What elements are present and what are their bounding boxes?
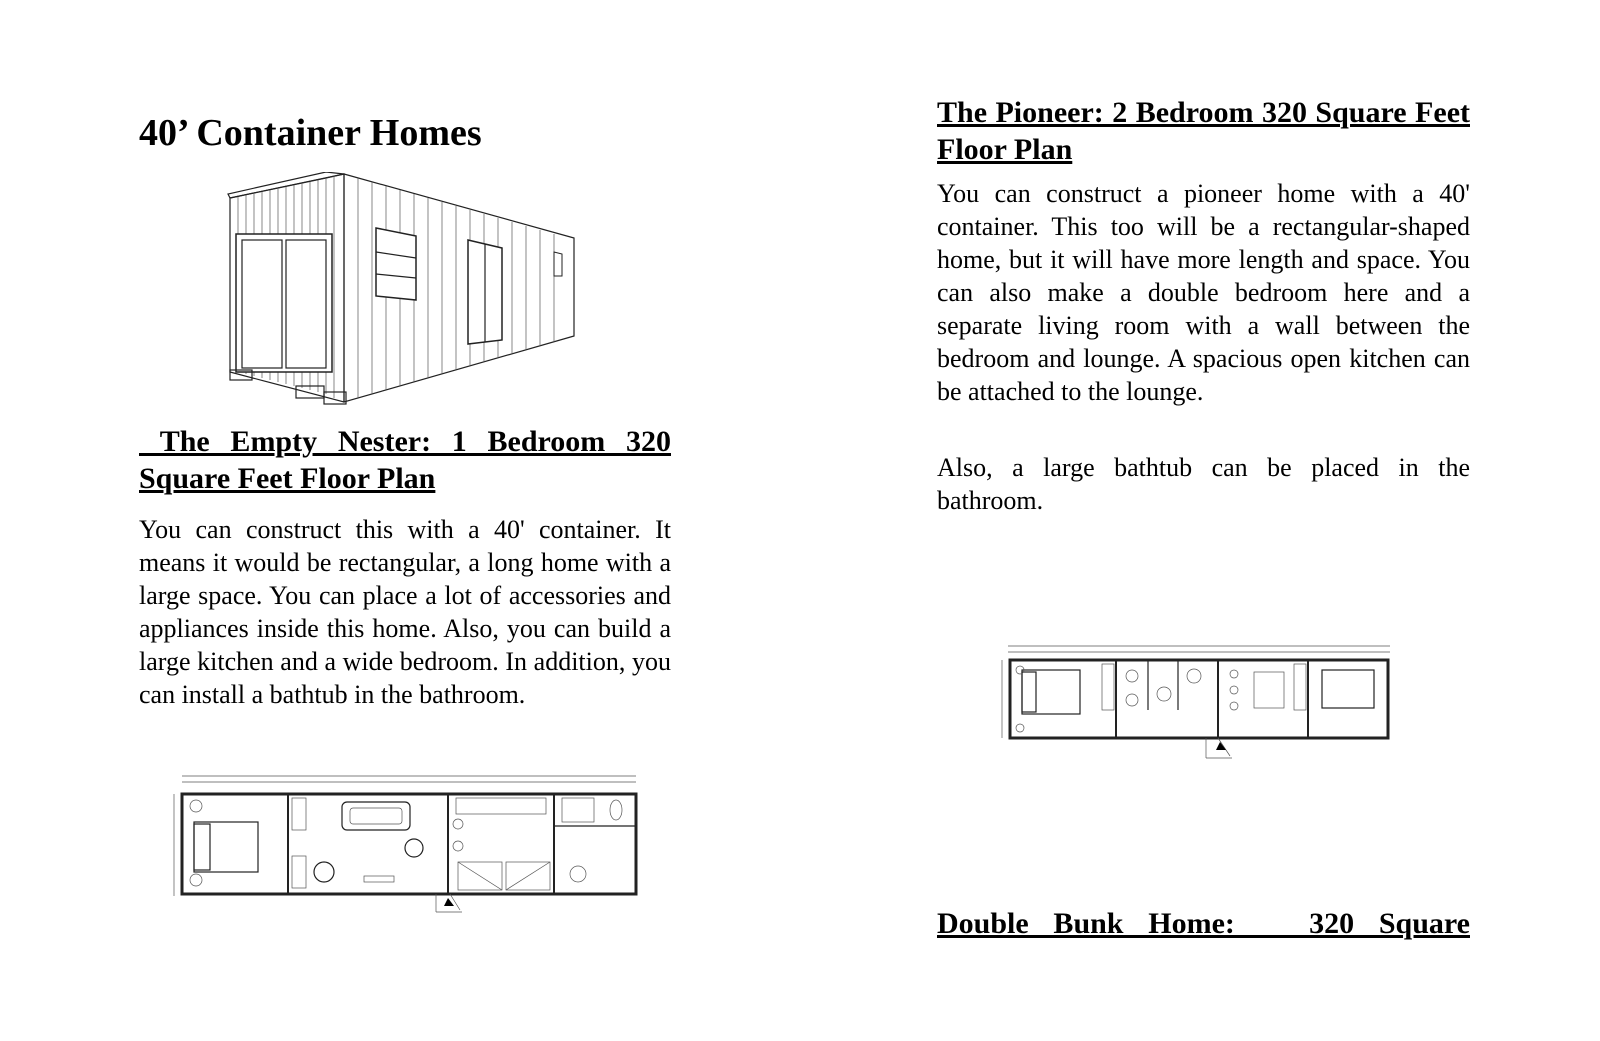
section-heading-double-bunk: Double Bunk Home: 320 Square (937, 907, 1470, 940)
floor-plan-pioneer (998, 640, 1398, 762)
floor-plan-empty-nester (166, 766, 646, 918)
section-body-empty-nester: You can construct this with a 40' container. It means it would be rectangular, a long home with a large space. You can place a lot of accessories and appliances inside this home. Also, you can build a large kitchen and a wide bedroom. In addition, you can install a bathtub in the bathroom. (139, 515, 671, 709)
section-heading-empty-nester: The Empty Nester: 1 Bedroom 320 Square Feet Floor Plan (139, 425, 671, 495)
section-body-pioneer: You can construct a pioneer home with a 40' container. This too will be a rectangular-shaped home, but it will have more length and space. You can also make a double bedroom here and a separate living room with a wall between the bedroom and lounge. A spacious open kitchen can be attached to the lounge. (937, 179, 1470, 406)
section-heading-pioneer: The Pioneer: 2 Bedroom 320 Square Feet Floor Plan (937, 96, 1470, 166)
section-body-pioneer-bathtub: Also, a large bathtub can be placed in the bathroom. (937, 453, 1470, 515)
container-illustration (226, 172, 586, 410)
page-title: 40’ Container Homes (139, 112, 482, 154)
